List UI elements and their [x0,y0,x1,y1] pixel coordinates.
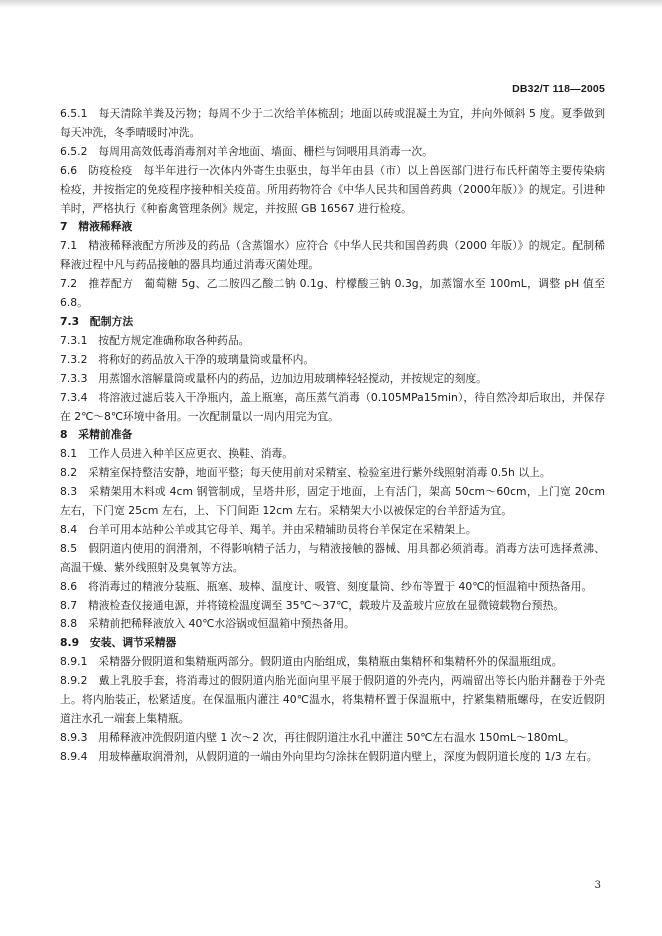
paragraph: 8.2 采精室保持整洁安静，地面平整；每天使用前对采精室、检验室进行紫外线照射消毒 0.5h 以上。 [60,466,551,480]
paragraph: 8.4 台羊可用本站种公羊或其它母羊、羯羊。并由采精辅助员将台羊保定在采精架上。 [60,522,477,536]
paragraph: 7.3.2 将称好的药品放入干净的玻璃量筒或量杯内。 [60,352,315,366]
paragraph: 8.9.3 用稀释液冲洗假阴道内壁 1 次～2 次，再往假阴道注水孔中灌注 50℃左右温水 150mL～180mL。 [60,730,575,744]
document-body [60,105,605,767]
page-top-edge [0,0,662,8]
paragraph: 8.9.2 戴上乳胶手套，将消毒过的假阴道内胎光面向里平展于假阴道的外壳内，两端留出等长内胎并翻卷于外壳上。将内胎装正，松紧适度。在保温瓶内灌注 40℃温水，将集精杯置于保温瓶中，拧紧集精瓶螺母，在安近假阴道注水孔一端套上集精瓶。 [60,674,605,725]
section-heading: 8 采精前准备 [60,428,133,442]
section-heading: 7 精液稀释液 [60,220,133,234]
paragraph: 8.9.4 用玻棒蘸取润滑剂，从假阴道的一端由外向里均匀涂抹在假阴道内壁上，深度为假阴道长度的 1/3 左右。 [60,749,598,763]
paragraph: 8.1 工作人员进入种羊区应更衣、换鞋、消毒。 [60,447,294,461]
paragraph: 8.6 将消毒过的精液分装瓶、瓶塞、玻棒、温度计、吸管、刻度量筒、纱布等置于 40℃的恒温箱中预热备用。 [60,579,593,593]
paragraph: 6.6 防疫检疫 每半年进行一次体内外寄生虫驱虫，每半年由县（市）以上兽医部门进行布氏杆菌等主要传染病检疫，并按指定的免疫程序接种相关疫苗。所用药物符合《中华人民共和国兽药典（2000年版）》的规定。引进种羊时，严格执行《种畜禽管理条例》规定，并按照 GB 16567 进行检疫。 [60,163,605,215]
section-heading: 7.3 配制方法 [60,314,134,328]
paragraph: 7.3.3 用蒸馏水溶解量筒或量杯内的药品，边加边用玻璃棒轻轻搅动，并按规定的刻度。 [60,371,487,385]
section-heading: 8.9 安装、调节采精器 [60,636,177,650]
paragraph: 6.5.2 每周用高效低毒消毒剂对羊舍地面、墙面、栅栏与饲喂用具消毒一次。 [60,144,433,158]
paragraph: 7.3.4 将溶液过滤后装入干净瓶内，盖上瓶塞，高压蒸气消毒（0.105MPa15min），待自然冷却后取出，并保存在 2℃～8℃环境中备用。一次配制量以一周内用完为宜。 [60,390,605,423]
page-number: 3 [594,880,601,891]
document-code: DB32/T 118—2005 [512,83,605,95]
paragraph: 8.7 精液检查仪接通电源，并将镜检温度调至 35℃～37℃，载玻片及盖玻片应放在显微镜载物台预热。 [60,598,565,612]
paragraph: 8.8 采精前把稀释液放入 40℃水浴锅或恒温箱中预热备用。 [60,617,355,631]
paragraph: 8.3 采精架用木料或 4cm 钢管制成，呈塔井形，固定于地面，上有活门，架高 50cm～60cm，上门宽 20cm 左右，下门宽 25cm 左右，上、下门间距 12cm 左右。采精架大小以被保定的台羊舒适为宜。 [60,485,605,518]
paragraph: 7.3.1 按配方规定准确称取各种药品。 [60,333,250,347]
paragraph: 8.9.1 采精器分假阴道和集精瓶两部分。假阴道由内胎组成，集精瓶由集精杯和集精杯外的保温瓶组成。 [60,655,563,669]
paragraph: 6.5.1 每天清除羊粪及污物；每周不少于二次给羊体梳刮；地面以砖或混凝土为宜，并向外倾斜 5 度。夏季做到每天冲洗，冬季晴暖时冲洗。 [60,107,605,139]
paragraph: 7.2 推荐配方 葡萄糖 5g、乙二胺四乙酸二钠 0.1g、柠檬酸三钠 0.3g，加蒸馏水至 100mL，调整 pH 值至 6.8。 [60,277,605,310]
paragraph: 7.1 精液稀释液配方所涉及的药品（含蒸馏水）应符合《中华人民共和国兽药典（2000 年版）》的规定。配制稀释液过程中凡与药品接触的器具均通过消毒灭菌处理。 [60,239,605,272]
paragraph: 8.5 假阴道内使用的润滑剂，不得影响精子活力，与精液接触的器械、用具都必须消毒。消毒方法可选择煮沸、高温干燥、紫外线照射及臭氧等方法。 [60,541,605,574]
